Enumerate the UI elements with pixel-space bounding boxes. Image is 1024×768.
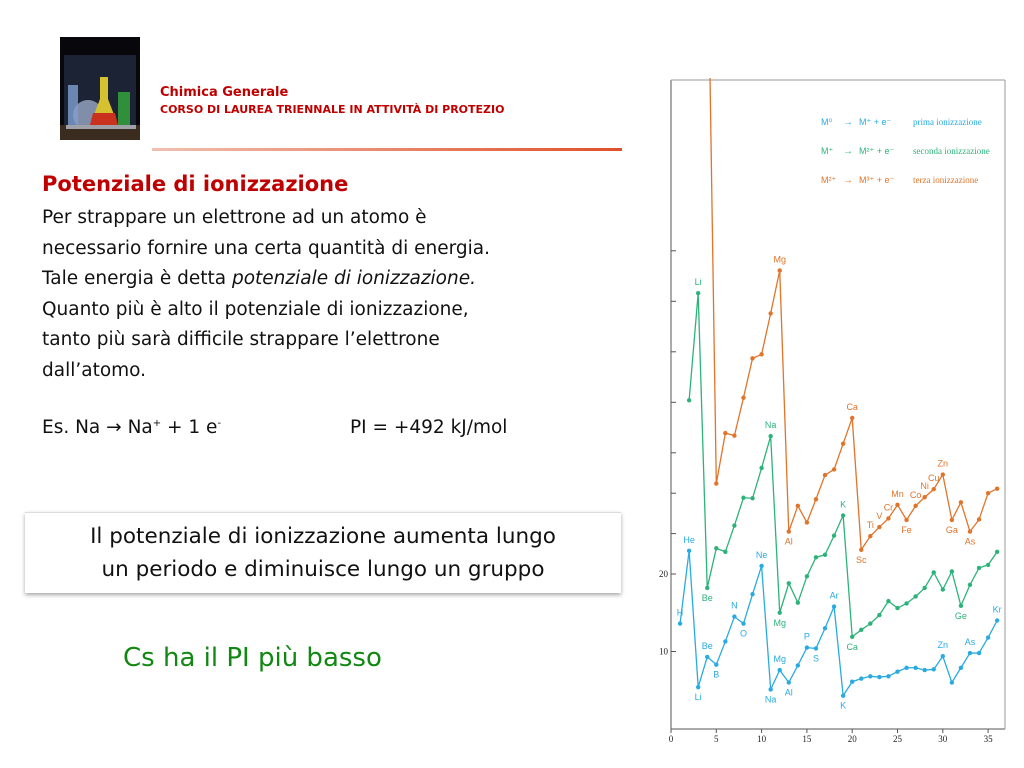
data-point — [841, 442, 845, 446]
element-label: P — [803, 631, 810, 642]
data-point — [723, 431, 727, 435]
element-label: Ga — [945, 524, 958, 535]
element-label: Li — [694, 692, 702, 703]
body-line: Per strappare un elettrone ad un atomo è — [42, 207, 427, 228]
data-point — [986, 635, 990, 639]
element-label: Li — [694, 277, 702, 288]
data-point — [696, 291, 700, 295]
element-label: Be — [701, 592, 713, 603]
element-label: He — [683, 534, 695, 545]
element-label: Be — [701, 640, 713, 651]
data-point — [714, 546, 718, 550]
body-line — [42, 264, 622, 295]
data-point — [823, 553, 827, 557]
element-label: K — [840, 499, 847, 510]
element-label: Mg — [773, 617, 786, 628]
element-label: Na — [764, 420, 777, 431]
data-point — [932, 570, 936, 574]
element-label: H — [676, 607, 684, 618]
data-point — [913, 666, 917, 670]
data-point — [759, 352, 763, 356]
body-line: Quanto più è alto il potenziale di ionizzazione, — [42, 298, 469, 320]
data-point — [732, 614, 736, 618]
data-point — [895, 669, 899, 673]
example-label: Es. Na — [42, 417, 101, 438]
element-label: Kr — [992, 604, 1002, 615]
data-point — [787, 680, 791, 684]
element-label: Zn — [937, 458, 949, 469]
data-point — [778, 611, 782, 615]
legend-formula-right: M⁺ + e⁻ — [859, 117, 892, 127]
data-point — [922, 668, 926, 672]
element-label: S — [812, 653, 819, 664]
data-point — [968, 583, 972, 587]
data-point — [814, 646, 818, 650]
element-label: Mg — [773, 654, 786, 665]
element-label: Ni — [920, 481, 929, 492]
data-point — [805, 574, 809, 578]
element-label: Ar — [829, 590, 839, 601]
data-point — [859, 676, 863, 680]
reaction-arrow-icon: → — [106, 417, 122, 438]
data-point — [859, 548, 863, 552]
header-divider — [152, 148, 622, 151]
example-equation — [42, 417, 221, 438]
element-label: Co — [909, 489, 922, 500]
data-point — [768, 687, 772, 691]
data-point — [913, 504, 917, 508]
data-point — [823, 626, 827, 630]
data-point — [678, 621, 682, 625]
data-point — [877, 525, 881, 529]
x-tick-label: 0 — [668, 734, 674, 744]
element-label: Al — [784, 687, 793, 698]
legend-arrow-icon: → — [843, 146, 853, 157]
ionization-energy-chart — [655, 78, 1015, 746]
legend-formula-right: M³⁺ + e⁻ — [859, 175, 895, 185]
data-point — [932, 667, 936, 671]
data-point — [904, 601, 908, 605]
data-point — [850, 635, 854, 639]
element-label: Fe — [901, 524, 912, 535]
data-point — [995, 550, 999, 554]
element-label: As — [964, 637, 976, 648]
body-line: tanto più sarà difficile strappare l’elettrone — [42, 329, 440, 350]
data-point — [687, 549, 691, 553]
data-point — [941, 472, 945, 476]
data-point — [759, 466, 763, 470]
x-tick-label: 10 — [757, 734, 767, 744]
data-point — [950, 569, 954, 573]
element-label: Mn — [891, 488, 904, 499]
y-tick-label: 20 — [659, 569, 668, 579]
conclusion-text: Cs ha il PI più basso — [123, 643, 382, 673]
chemistry-glassware-logo — [60, 37, 140, 140]
data-point — [977, 566, 981, 570]
legend-arrow-icon: → — [843, 117, 853, 128]
element-label: Na — [764, 694, 777, 705]
ion-symbol: Na — [127, 417, 153, 438]
data-point — [841, 513, 845, 517]
data-point — [886, 599, 890, 603]
series-line — [680, 551, 997, 696]
data-point — [750, 356, 754, 360]
key-concept-callout — [25, 512, 621, 593]
data-point — [959, 604, 963, 608]
element-label: Cr — [883, 502, 894, 513]
data-point — [986, 563, 990, 567]
legend-series-name: terza ionizzazione — [913, 175, 979, 185]
element-label: O — [739, 628, 747, 639]
data-point — [787, 529, 791, 533]
data-point — [841, 693, 845, 697]
data-point — [950, 518, 954, 522]
callout-line: un periodo e diminuisce lungo un gruppo — [101, 557, 545, 582]
element-label: Ca — [846, 401, 858, 412]
term-emphasis: potenziale di ionizzazione. — [231, 268, 476, 289]
legend-formula-left: M⁺ — [821, 146, 834, 156]
data-point — [913, 594, 917, 598]
data-point — [968, 529, 972, 533]
body-line-prefix: Tale energia è detta — [42, 268, 232, 289]
data-point — [895, 606, 899, 610]
data-point — [796, 600, 800, 604]
data-point — [968, 651, 972, 655]
data-point — [787, 581, 791, 585]
data-point — [986, 491, 990, 495]
data-point — [814, 497, 818, 501]
legend-arrow-icon: → — [843, 175, 853, 186]
data-point — [750, 592, 754, 596]
data-point — [922, 495, 926, 499]
data-point — [922, 586, 926, 590]
data-point — [868, 621, 872, 625]
callout-line: Il potenziale di ionizzazione aumenta lungo — [90, 524, 556, 549]
data-point — [868, 674, 872, 678]
x-tick-label: 5 — [714, 734, 719, 744]
data-point — [741, 621, 745, 625]
element-label: Ne — [755, 549, 768, 560]
element-label: Ge — [954, 610, 967, 621]
data-point — [850, 416, 854, 420]
data-point — [941, 587, 945, 591]
data-point — [805, 645, 809, 649]
data-point — [778, 668, 782, 672]
data-point — [796, 504, 800, 508]
ion-charge: + — [152, 417, 162, 429]
data-point — [995, 618, 999, 622]
data-point — [877, 675, 881, 679]
data-point — [741, 396, 745, 400]
course-subtitle: CORSO DI LAUREA TRIENNALE IN ATTIVITÀ DI PROTEZIO — [160, 103, 505, 116]
data-point — [732, 523, 736, 527]
element-label: N — [731, 600, 738, 611]
legend-series-name: seconda ionizzazione — [913, 146, 990, 156]
data-point — [868, 534, 872, 538]
element-label: Mg — [773, 254, 786, 265]
data-point — [814, 555, 818, 559]
element-label: K — [840, 700, 847, 711]
element-label: Ca — [846, 641, 858, 652]
element-label: Sc — [856, 554, 867, 565]
data-point — [904, 518, 908, 522]
section-heading: Potenziale di ionizzazione — [42, 172, 349, 196]
x-tick-label: 35 — [983, 734, 993, 744]
data-point — [886, 674, 890, 678]
data-point — [977, 651, 981, 655]
course-title: Chimica Generale — [160, 85, 289, 100]
element-label: Al — [784, 536, 793, 547]
data-point — [696, 685, 700, 689]
data-point — [705, 586, 709, 590]
section-body — [42, 203, 622, 386]
pi-value: PI = +492 kJ/mol — [350, 417, 508, 438]
x-tick-label: 20 — [847, 734, 857, 744]
body-line: dall’atomo. — [42, 359, 147, 381]
legend-formula-left: M²⁺ — [821, 175, 837, 185]
data-point — [732, 433, 736, 437]
data-point — [832, 604, 836, 608]
legend-formula-left: M⁰ — [821, 117, 833, 127]
electron-term: + 1 e — [161, 417, 218, 438]
x-tick-label: 15 — [802, 734, 812, 744]
data-point — [832, 467, 836, 471]
data-point — [995, 486, 999, 490]
series-line — [689, 293, 997, 637]
data-point — [959, 500, 963, 504]
data-point — [714, 481, 718, 485]
data-point — [687, 398, 691, 402]
data-point — [959, 666, 963, 670]
data-point — [805, 520, 809, 524]
legend-series-name: prima ionizzazione — [913, 117, 982, 127]
data-point — [886, 516, 890, 520]
data-point — [877, 613, 881, 617]
element-label: Zn — [937, 640, 949, 651]
data-point — [714, 662, 718, 666]
data-point — [904, 666, 908, 670]
element-label: Cu — [927, 473, 940, 484]
data-point — [832, 533, 836, 537]
element-label: V — [876, 511, 883, 522]
data-point — [941, 654, 945, 658]
legend-formula-right: M²⁺ + e⁻ — [859, 146, 895, 156]
body-line: necessario fornire una certa quantità di energia. — [42, 237, 490, 259]
data-point — [859, 628, 863, 632]
data-point — [977, 517, 981, 521]
data-point — [750, 496, 754, 500]
data-point — [895, 503, 899, 507]
data-point — [823, 473, 827, 477]
data-point — [741, 496, 745, 500]
data-point — [778, 268, 782, 272]
data-point — [932, 487, 936, 491]
element-label: As — [964, 536, 976, 547]
data-point — [768, 434, 772, 438]
data-point — [759, 564, 763, 568]
data-point — [723, 550, 727, 554]
x-tick-label: 25 — [893, 734, 902, 744]
data-point — [723, 639, 727, 643]
element-label: B — [713, 669, 720, 680]
element-label: Ti — [866, 520, 874, 531]
electron-charge: - — [217, 417, 222, 429]
data-point — [796, 663, 800, 667]
y-tick-label: 10 — [659, 646, 668, 657]
data-point — [768, 311, 772, 315]
data-point — [705, 655, 709, 659]
x-tick-label: 30 — [938, 734, 948, 744]
data-point — [950, 680, 954, 684]
data-point — [850, 680, 854, 684]
